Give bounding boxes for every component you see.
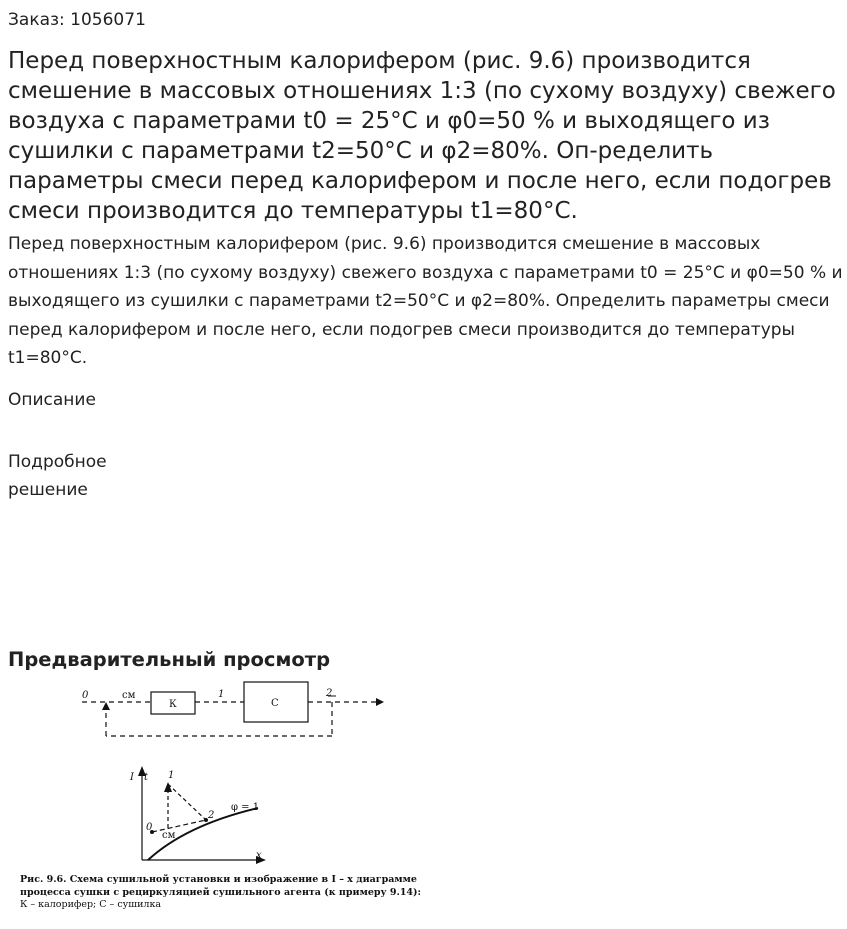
scheme-label-out: 2: [326, 688, 333, 699]
diagram-point-1: 1: [168, 770, 175, 781]
diagram-t-label: t: [144, 772, 149, 783]
order-number: Заказ: 1056071: [8, 10, 146, 30]
diagram-point-2: 2: [208, 810, 215, 821]
scheme-label-mix: см: [122, 690, 136, 701]
problem-description: Перед поверхностным калорифером (рис. 9.6) производится смешение в массовых отношениях 1:3 (по сухому воздуху) свежего воздуха с параметрами t0 = 25°С и φ0=50 % и выходящего из сушилки с параметрами t2=50°С и φ2=80%. Определить параметры смеси перед калорифером и после него, если подогрев смеси производится до температуры t1=80°С.: [8, 234, 843, 368]
scheme-label-heater: К: [169, 699, 177, 710]
diagram-phi-label: φ = 1: [231, 802, 260, 813]
caption-legend: К – калорифер; С – сушилка: [20, 899, 162, 910]
diagram-x-axis: x: [256, 850, 262, 861]
diagram-mix-label: см: [162, 830, 176, 841]
diagram-y-axis: I: [130, 772, 134, 783]
scheme-label-in: 0: [82, 690, 89, 701]
preview-heading: Предварительный просмотр: [8, 648, 331, 671]
diagram-point-0: 0: [146, 822, 153, 833]
figure-caption: [20, 874, 450, 912]
caption-title: Рис. 9.6. Схема сушильной установки и изображение в I – x диаграмме процесса сушки с рециркуляцией сушильного агента (к примеру 9.14):: [20, 874, 422, 898]
description-label: Описание: [8, 390, 96, 410]
problem-title: Перед поверхностным калорифером (рис. 9.6) производится смешение в массовых отношениях 1:3 (по сухому воздуху) свежего воздуха с параметрами t0 = 25°С и φ0=50 % и выходящего из сушилки с параметрами t2=50°С и φ2=80%. Оп-ределить параметры смеси перед калорифером и после него, если подогрев смеси производится до температуры t1=80°С.: [8, 48, 836, 224]
scheme-label-1: 1: [218, 689, 225, 700]
scheme-label-dryer: С: [271, 698, 279, 709]
solution-label: Подробное решение: [8, 452, 107, 500]
